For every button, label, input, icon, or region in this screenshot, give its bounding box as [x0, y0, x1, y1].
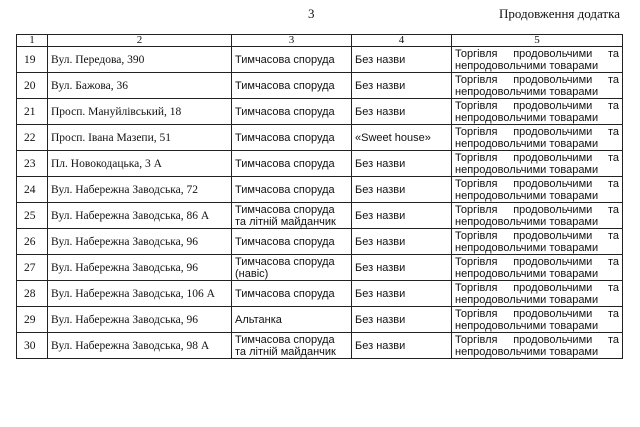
facility-name-cell: Без назви	[352, 229, 452, 255]
row-number-cell: 23	[17, 151, 48, 177]
activity-cell	[452, 333, 623, 359]
activity-line-1: Торгівля продовольчими та	[455, 204, 619, 216]
facility-name-cell: Без назви	[352, 47, 452, 73]
activity-cell	[452, 73, 623, 99]
row-number-cell: 27	[17, 255, 48, 281]
page-number: 3	[308, 6, 315, 21]
facility-name-cell: «Sweet house»	[352, 125, 452, 151]
activity-line-2: непродовольчими товарами	[455, 294, 599, 306]
table-row	[17, 125, 623, 151]
address-cell: Вул. Передова, 390	[48, 47, 232, 73]
facility-type-cell: Альтанка	[232, 307, 352, 333]
table-row	[17, 333, 623, 359]
activity-line-2: непродовольчими товарами	[455, 112, 599, 124]
facility-name-cell: Без назви	[352, 177, 452, 203]
activity-line-1: Торгівля продовольчими та	[455, 178, 619, 190]
facility-type-cell: Тимчасова споруда	[232, 177, 352, 203]
activity-cell	[452, 99, 623, 125]
activity-line-2: непродовольчими товарами	[455, 216, 599, 228]
facility-type-cell: Тимчасова споруда (навіс)	[232, 255, 352, 281]
activity-line-2: непродовольчими товарами	[455, 268, 599, 280]
activity-cell	[452, 47, 623, 73]
facility-name-cell: Без назви	[352, 255, 452, 281]
row-number-cell: 26	[17, 229, 48, 255]
row-number-cell: 21	[17, 99, 48, 125]
activity-cell	[452, 229, 623, 255]
facilities-table	[16, 34, 623, 359]
row-number-cell: 20	[17, 73, 48, 99]
facility-name-cell: Без назви	[352, 151, 452, 177]
continuation-label: Продовження додатка	[499, 6, 620, 21]
address-cell: Просп. Івана Мазепи, 51	[48, 125, 232, 151]
row-number-cell: 25	[17, 203, 48, 229]
row-number-cell: 29	[17, 307, 48, 333]
activity-line-2: непродовольчими товарами	[455, 60, 599, 72]
table-body	[17, 47, 623, 359]
table-row	[17, 307, 623, 333]
column-header: 5	[452, 35, 623, 47]
activity-line-2: непродовольчими товарами	[455, 242, 599, 254]
facility-type-cell: Тимчасова споруда	[232, 99, 352, 125]
activity-cell	[452, 307, 623, 333]
facility-type-cell: Тимчасова споруда	[232, 73, 352, 99]
facility-name-cell: Без назви	[352, 203, 452, 229]
facility-name-cell: Без назви	[352, 307, 452, 333]
table-row	[17, 47, 623, 73]
table-header-row	[17, 35, 623, 47]
activity-line-2: непродовольчими товарами	[455, 190, 599, 202]
activity-line-1: Торгівля продовольчими та	[455, 256, 619, 268]
column-header: 4	[352, 35, 452, 47]
facility-type-cell: Тимчасова споруда	[232, 125, 352, 151]
facility-type-cell: Тимчасова споруда	[232, 229, 352, 255]
activity-line-1: Торгівля продовольчими та	[455, 282, 619, 294]
address-cell: Вул. Набережна Заводська, 96	[48, 307, 232, 333]
row-number-cell: 22	[17, 125, 48, 151]
activity-line-2: непродовольчими товарами	[455, 346, 599, 358]
facility-name-cell: Без назви	[352, 73, 452, 99]
address-cell: Вул. Набережна Заводська, 72	[48, 177, 232, 203]
table-row	[17, 255, 623, 281]
facility-type-cell: Тимчасова споруда та літній майданчик	[232, 203, 352, 229]
activity-cell	[452, 151, 623, 177]
table-row	[17, 229, 623, 255]
address-cell: Вул. Набережна Заводська, 98 А	[48, 333, 232, 359]
address-cell: Просп. Мануйлівський, 18	[48, 99, 232, 125]
column-header: 2	[48, 35, 232, 47]
activity-line-1: Торгівля продовольчими та	[455, 126, 619, 138]
address-cell: Вул. Набережна Заводська, 96	[48, 255, 232, 281]
activity-line-2: непродовольчими товарами	[455, 320, 599, 332]
facility-type-cell: Тимчасова споруда	[232, 281, 352, 307]
table-row	[17, 281, 623, 307]
facility-type-cell: Тимчасова споруда	[232, 151, 352, 177]
activity-line-1: Торгівля продовольчими та	[455, 334, 619, 346]
address-cell: Пл. Новокодацька, 3 А	[48, 151, 232, 177]
facility-name-cell: Без назви	[352, 281, 452, 307]
table-row	[17, 151, 623, 177]
activity-line-2: непродовольчими товарами	[455, 86, 599, 98]
activity-cell	[452, 281, 623, 307]
row-number-cell: 19	[17, 47, 48, 73]
column-header: 3	[232, 35, 352, 47]
activity-line-1: Торгівля продовольчими та	[455, 100, 619, 112]
address-cell: Вул. Набережна Заводська, 106 А	[48, 281, 232, 307]
facility-type-cell: Тимчасова споруда	[232, 47, 352, 73]
facility-name-cell: Без назви	[352, 99, 452, 125]
table-row	[17, 99, 623, 125]
activity-line-1: Торгівля продовольчими та	[455, 48, 619, 60]
address-cell: Вул. Набережна Заводська, 96	[48, 229, 232, 255]
address-cell: Вул. Бажова, 36	[48, 73, 232, 99]
activity-line-2: непродовольчими товарами	[455, 138, 599, 150]
activity-line-1: Торгівля продовольчими та	[455, 152, 619, 164]
activity-line-2: непродовольчими товарами	[455, 164, 599, 176]
activity-line-1: Торгівля продовольчими та	[455, 308, 619, 320]
row-number-cell: 24	[17, 177, 48, 203]
table-row	[17, 73, 623, 99]
table-row	[17, 177, 623, 203]
column-header: 1	[17, 35, 48, 47]
activity-cell	[452, 255, 623, 281]
address-cell: Вул. Набережна Заводська, 86 А	[48, 203, 232, 229]
activity-cell	[452, 203, 623, 229]
row-number-cell: 28	[17, 281, 48, 307]
row-number-cell: 30	[17, 333, 48, 359]
activity-cell	[452, 177, 623, 203]
table-row	[17, 203, 623, 229]
facility-name-cell: Без назви	[352, 333, 452, 359]
activity-line-1: Торгівля продовольчими та	[455, 230, 619, 242]
facility-type-cell: Тимчасова споруда та літній майданчик	[232, 333, 352, 359]
activity-line-1: Торгівля продовольчими та	[455, 74, 619, 86]
activity-cell	[452, 125, 623, 151]
